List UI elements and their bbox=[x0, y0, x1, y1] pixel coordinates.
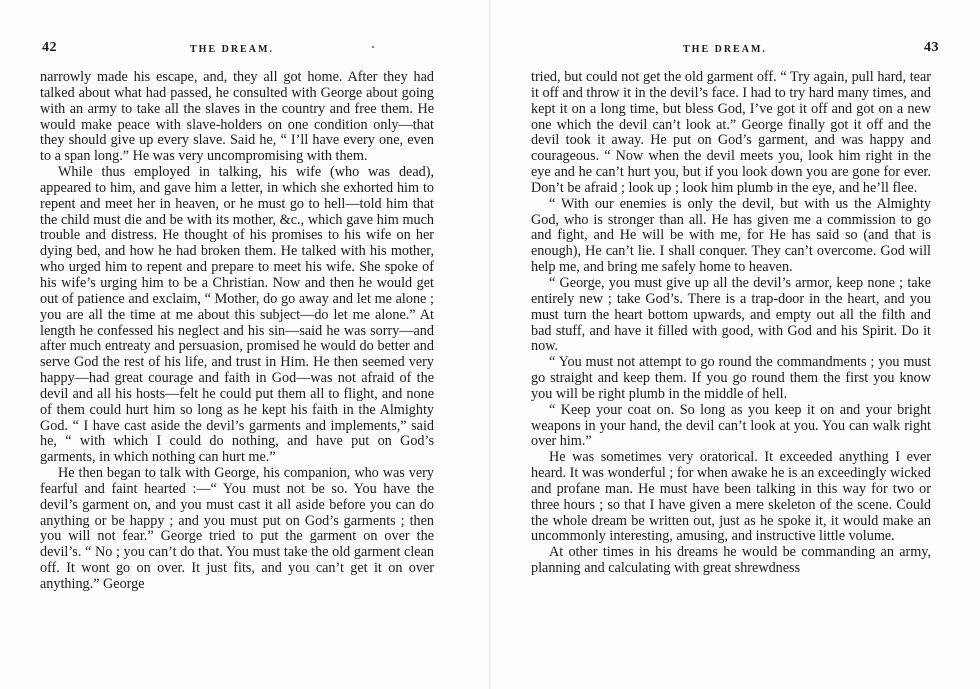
paragraph: He was sometimes very oratorical. It exceeded anything I ever heard. It was wonderful ; for when awake he is an exceedingly wicked and profane man. He must have been talking in this way for two or three hours ; so that I have given a mere skeleton of the scene. Could the whole dream be written out, just as he spoke it, it would make an uncommonly interesting, amusing, and instructive little volume. bbox=[531, 449, 931, 545]
body-text bbox=[40, 70, 434, 593]
paragraph: “ You must not attempt to go round the commandments ; you must go straight and keep them. If you go round them the first you know you will be right plumb in the middle of hell. bbox=[531, 354, 931, 402]
running-head: THE DREAM. bbox=[683, 44, 767, 55]
paragraph: While thus employed in talking, his wife (who was dead), appeared to him, and gave him a letter, in which she exhorted him to repent and meet her in heaven, or he must go to hell—told him that the child must die and be with its mother, &c., which gave him much trouble and distress. He thought of his promises to his wife on her dying bed, and how he had broken them. He talked with his mother, who urged him to repent and prepare to meet his wife. She spoke of his wife’s urging him to be a Christian. Now and then he would get out of patience and exclaim, “ Mother, do go away and let me alone ; you are all the time at me about this subject—do let me alone.” At length he confessed his neglect and his sin—said he was sorry—and after much entreaty and persuasion, promised he would do better and serve God the rest of his life, and trust in Him. He then seemed very happy—had great courage and faith in God—was not afraid of the devil and all his hosts—felt he could put them all to flight, and none of them could hurt him so long as he kept his faith in the Almighty God. “ I have cast aside the devil’s garments and implements,” said he, “ with which I could do nothing, and have put on God’s garments, in which nothing can hurt me.” bbox=[40, 164, 434, 466]
body-text bbox=[531, 70, 931, 577]
page-number: 42 bbox=[42, 40, 57, 55]
paragraph: At other times in his dreams he would be commanding an army, planning and calculating with great shrewdness bbox=[531, 544, 931, 577]
right-page bbox=[491, 0, 980, 689]
paragraph: tried, but could not get the old garment off. “ Try again, pull hard, tear it off and throw it in the devil’s face. I had to try hard many times, and kept it on a long time, but bless God, I’ve got it off and got on a new one which the devil can’t look at.” George finally got it off and the devil took it away. He put on God’s garment, and was happy and courageous. “ Now when the devil meets you, look him right in the eye and he can’t hurt you, but if you look down you are gone for ever. Don’t be afraid ; look up ; look him plumb in the eye, and he’ll flee. bbox=[531, 69, 931, 196]
page-number: 43 bbox=[924, 40, 939, 55]
paragraph: He then began to talk with George, his companion, who was very fearful and faint hearted :—“ You must not be so. You have the devil’s garment on, and you must cast it all aside before you can do anything or be happy ; and you must put on God’s garments ; then you will not fear.” George tried to put the garment on over the devil’s. “ No ; you can’t do that. You must take the old garment clean off. It wont go on over. It just fits, and you can’t get it on over anything.” George bbox=[40, 465, 434, 592]
print-speck bbox=[372, 46, 374, 48]
paragraph: “ George, you must give up all the devil’s armor, keep none ; take entirely new ; take God’s. There is a trap-door in the heart, and you must turn the heart bottom upwards, and empty out all the filth and bad stuff, and have it filled with good, with God and his Spirit. Do it now. bbox=[531, 274, 931, 355]
running-head: THE DREAM. bbox=[190, 44, 274, 55]
left-page bbox=[0, 0, 489, 689]
paragraph: “ Keep your coat on. So long as you keep it on and your bright weapons in your hand, the devil can’t look at you. You can walk right over him.” bbox=[531, 401, 931, 450]
paragraph: “ With our enemies is only the devil, but with us the Almighty God, who is stronger than all. He has given me a commission to go and fight, and He will be with me, for He has said so (and that is enough), He can’t lie. I shall conquer. They can’t overcome. God will help me, and bring me safely home to heaven. bbox=[531, 195, 931, 276]
paragraph: narrowly made his escape, and, they all got home. After they had talked about what had passed, he consulted with George about going with an army to take all the slaves in the country and free them. He would make peace with slave-holders on one condition only—that they should give up every slave. Said he, “ I’ll have every one, even to a span long.” He was very uncompromising with them. bbox=[40, 69, 434, 165]
